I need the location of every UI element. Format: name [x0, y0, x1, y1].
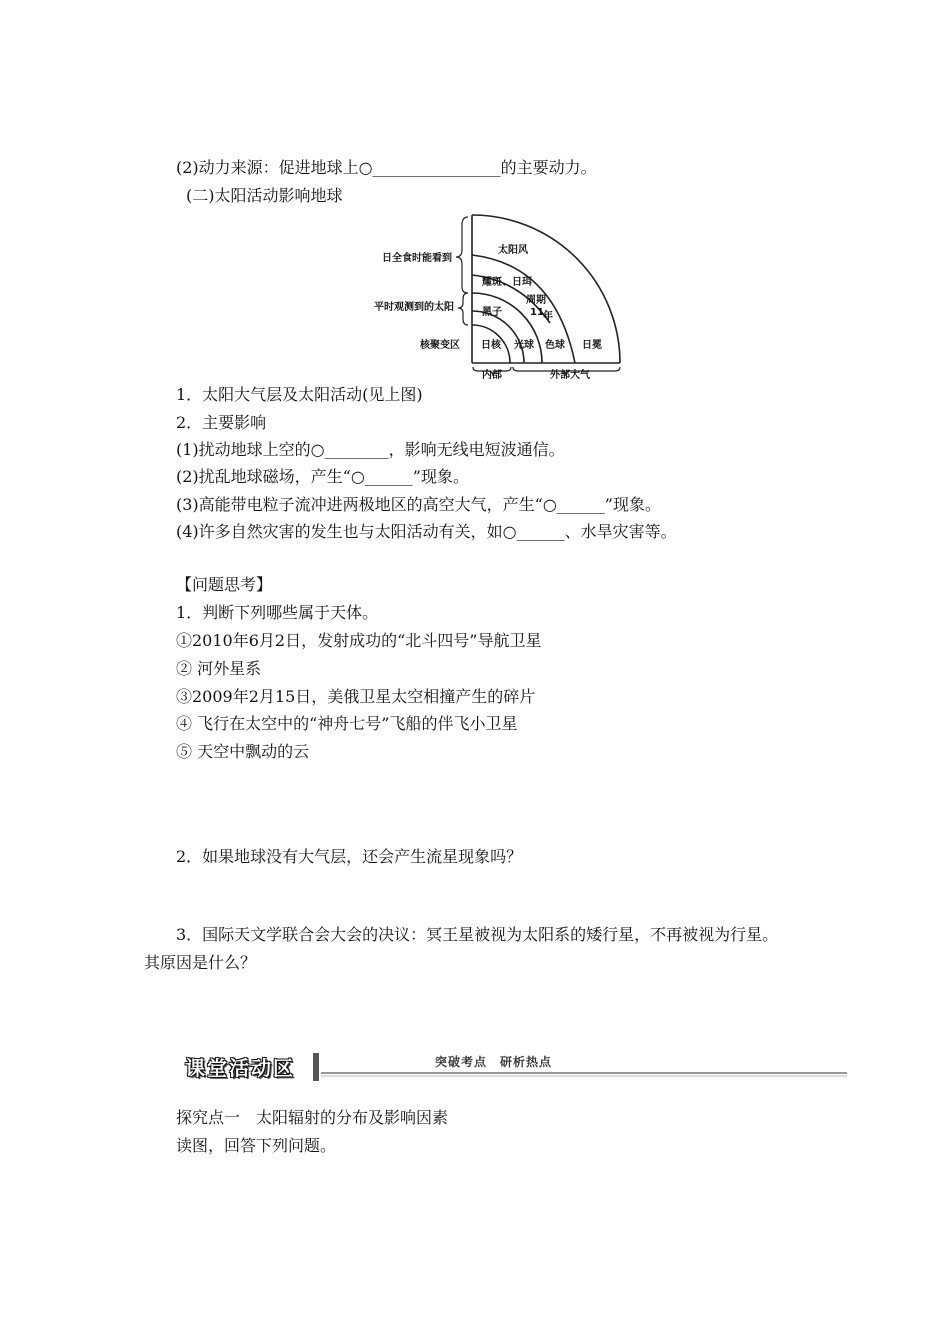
- label-sunspot: 黑子: [482, 307, 502, 318]
- section-heading: (二)太阳活动影响地球: [186, 186, 343, 205]
- label-cycle-unit: 年: [543, 311, 553, 322]
- label-photosphere: 光球: [514, 340, 534, 351]
- text-line: ⑤ 天空中飘动的云: [176, 742, 310, 761]
- text-line: 3．国际天文学联合会大会的决议：冥王星被视为太阳系的矮行星，不再被视为行星。: [176, 925, 779, 944]
- label-flare-prominence: 耀斑、日珥: [482, 277, 532, 288]
- text-line: ④ 飞行在太空中的“神舟七号”飞船的伴飞小卫星: [176, 714, 518, 733]
- label-outer-atmosphere: 外部大气: [550, 370, 590, 380]
- label-eclipse: 日全食时能看到: [382, 253, 452, 264]
- label-cycle: 周期: [526, 295, 546, 306]
- label-normal-sun: 平时观测到的太阳: [374, 302, 454, 313]
- label-cycle-number: 11: [530, 307, 544, 318]
- banner-title: 课堂活动区: [185, 1056, 295, 1080]
- label-fusion: 核聚变区: [420, 340, 460, 351]
- label-solar-wind: 太阳风: [498, 245, 528, 256]
- text-line: (3)高能带电粒子流冲进两极地区的高空大气，产生“○______”现象。: [176, 495, 661, 514]
- text-line: ③2009年2月15日，美俄卫星太空相撞产生的碎片: [176, 687, 536, 706]
- text-line: 1．判断下列哪些属于天体。: [176, 603, 379, 622]
- text-line: 探究点一 太阳辐射的分布及影响因素: [176, 1108, 449, 1127]
- banner-subtitle: 突破考点 研析热点: [435, 1055, 553, 1069]
- label-chromosphere: 色球: [545, 340, 565, 351]
- text-line: (2)扰乱地球磁场，产生“○______”现象。: [176, 467, 469, 486]
- text-line: (4)许多自然灾害的发生也与太阳活动有关，如○______、水旱灾害等。: [176, 522, 677, 541]
- label-corona: 日冕: [582, 340, 602, 351]
- label-core: 日核: [481, 340, 501, 351]
- text-line: 2．主要影响: [176, 413, 267, 432]
- sun-structure-diagram: [360, 205, 630, 380]
- section-banner: [175, 1049, 850, 1085]
- text-line: ①2010年6月2日，发射成功的“北斗四号”导航卫星: [176, 631, 542, 650]
- question-heading: 【问题思考】: [176, 575, 273, 594]
- text-line: 其原因是什么？: [144, 953, 257, 972]
- label-interior: 内部: [482, 370, 502, 380]
- text-line: (2)动力来源：促进地球上○________________的主要动力。: [176, 158, 597, 177]
- text-line: 读图，回答下列问题。: [176, 1136, 337, 1155]
- text-line: (1)扰动地球上空的○________，影响无线电短波通信。: [176, 440, 565, 459]
- text-line: 2．如果地球没有大气层，还会产生流星现象吗？: [176, 847, 523, 866]
- text-line: ② 河外星系: [176, 659, 262, 678]
- text-line: 1．太阳大气层及太阳活动(见上图): [176, 385, 423, 404]
